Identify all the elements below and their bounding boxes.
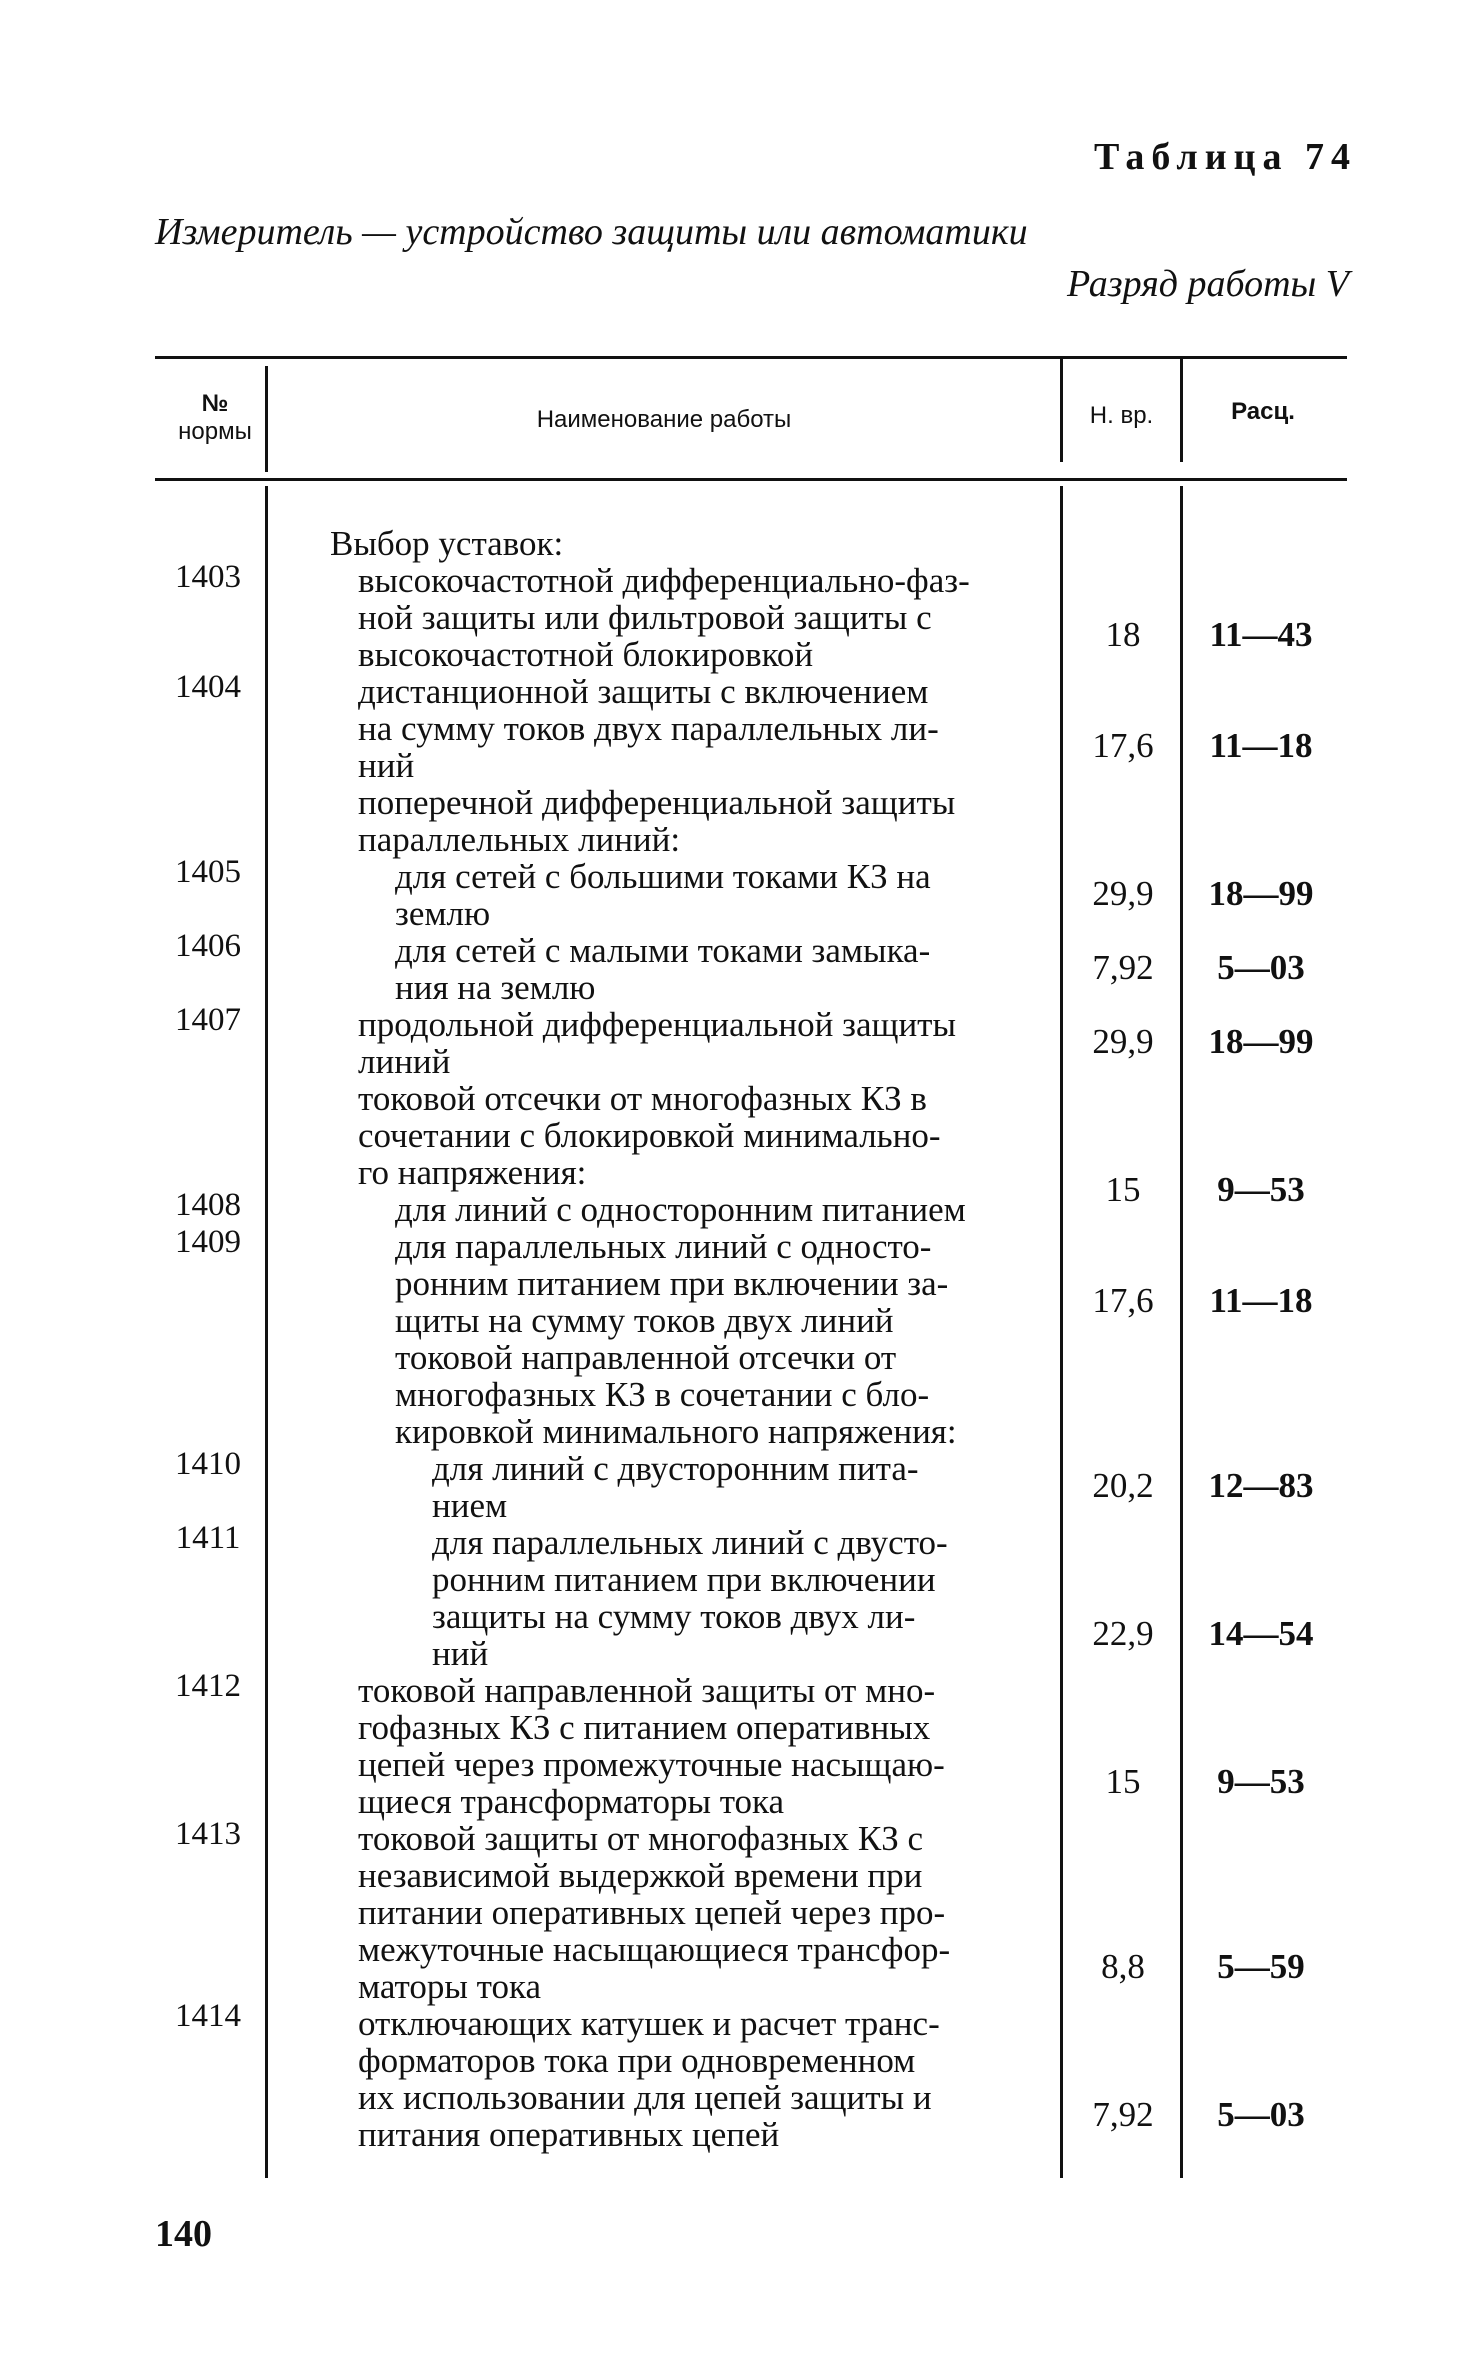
- work-line: для линий с двусторонним пита-: [432, 1449, 919, 1488]
- work-line: токовой защиты от многофазных КЗ с: [358, 1819, 924, 1858]
- norm-time: 17,6: [1092, 726, 1154, 765]
- work-line: ной защиты или фильтровой защиты с: [358, 598, 932, 637]
- norm-rate: 14—54: [1208, 1614, 1314, 1653]
- page-number: 140: [155, 2213, 212, 2255]
- work-line: ронним питанием при включении: [432, 1560, 936, 1599]
- norm-number: 1409: [175, 1224, 241, 1260]
- work-line: ния на землю: [395, 968, 596, 1007]
- norm-rate: 11—18: [1209, 1281, 1313, 1320]
- norm-number: 1406: [175, 928, 241, 964]
- work-line: токовой отсечки от многофазных КЗ в: [358, 1079, 927, 1118]
- norm-rate: 11—43: [1209, 615, 1313, 654]
- work-line: защиты на сумму токов двух ли-: [432, 1597, 916, 1636]
- norm-number: 1410: [175, 1446, 241, 1482]
- norm-time: 29,9: [1092, 874, 1154, 913]
- norm-time: 29,9: [1092, 1022, 1154, 1061]
- work-line: нием: [432, 1486, 508, 1525]
- work-line: форматоров тока при одновременном: [358, 2041, 916, 2080]
- work-line: высокочастотной блокировкой: [358, 635, 814, 674]
- norm-number: 1404: [175, 669, 241, 705]
- work-line: токовой направленной защиты от мно-: [358, 1671, 936, 1710]
- norm-number: 1407: [175, 1002, 241, 1038]
- norm-rate: 5—03: [1217, 948, 1305, 987]
- norm-time: 7,92: [1092, 2095, 1154, 2134]
- work-line: для линий с односторонним питанием: [395, 1190, 966, 1229]
- grade-label: Разряд работы V: [1067, 263, 1349, 305]
- work-line: землю: [395, 894, 491, 933]
- norm-number: 1408: [175, 1187, 241, 1223]
- column-divider: [265, 486, 268, 2178]
- table-top-rule: [155, 356, 1347, 359]
- work-line: поперечной дифференциальной защиты: [358, 783, 956, 822]
- norm-rate: 18—99: [1208, 1022, 1314, 1061]
- header-norm-symbol: №: [201, 390, 229, 417]
- header-bottom-rule: [155, 478, 1347, 481]
- header-norm-label: нормы: [178, 418, 252, 445]
- work-line: ний: [358, 746, 415, 785]
- work-line: их использовании для цепей защиты и: [358, 2078, 932, 2117]
- work-line: многофазных КЗ в сочетании с бло-: [395, 1375, 930, 1414]
- norm-rate: 12—83: [1208, 1466, 1314, 1505]
- header-rate: Расц.: [1231, 398, 1295, 425]
- work-line: цепей через промежуточные насыщаю-: [358, 1745, 945, 1784]
- work-line: межуточные насыщающиеся трансфор-: [358, 1930, 951, 1969]
- work-line: дистанционной защиты с включением: [358, 672, 929, 711]
- norm-rate: 11—18: [1209, 726, 1313, 765]
- norm-time: 18: [1105, 615, 1141, 654]
- work-line: кировкой минимального напряжения:: [395, 1412, 957, 1451]
- work-line: продольной дифференциальной защиты: [358, 1005, 956, 1044]
- work-line: ний: [432, 1634, 489, 1673]
- norm-number: 1414: [175, 1998, 241, 2034]
- norm-number: 1403: [175, 559, 241, 595]
- norm-rate: 5—59: [1217, 1947, 1305, 1986]
- work-line: щиеся трансформаторы тока: [358, 1782, 785, 1821]
- norm-number: 1412: [175, 1668, 241, 1704]
- header-time: Н. вр.: [1089, 402, 1154, 429]
- work-line: токовой направленной отсечки от: [395, 1338, 897, 1377]
- norm-number: 1413: [175, 1816, 241, 1852]
- norm-time: 17,6: [1092, 1281, 1154, 1320]
- header-work-name: Наименование работы: [536, 406, 792, 433]
- norm-rate: 18—99: [1208, 874, 1314, 913]
- work-line: го напряжения:: [358, 1153, 587, 1192]
- work-line: щиты на сумму токов двух линий: [395, 1301, 894, 1340]
- work-line: линий: [358, 1042, 451, 1081]
- work-line: высокочастотной дифференциально-фаз-: [358, 561, 970, 600]
- work-line: гофазных КЗ с питанием оперативных: [358, 1708, 931, 1747]
- table-title: Таблица 74: [1093, 136, 1357, 178]
- work-line: ронним питанием при включении за-: [395, 1264, 949, 1303]
- work-line: питания оперативных цепей: [358, 2115, 780, 2154]
- work-line: на сумму токов двух параллельных ли-: [358, 709, 939, 748]
- norm-time: 20,2: [1092, 1466, 1154, 1505]
- norm-time: 7,92: [1092, 948, 1154, 987]
- work-line: для сетей с малыми токами замыка-: [395, 931, 931, 970]
- norm-number: 1411: [175, 1520, 241, 1556]
- norm-number: 1405: [175, 854, 241, 890]
- work-line: параллельных линий:: [358, 820, 681, 859]
- work-line: для параллельных линий с односто-: [395, 1227, 932, 1266]
- norm-time: 8,8: [1101, 1947, 1145, 1986]
- norm-rate: 9—53: [1217, 1170, 1305, 1209]
- work-line: Выбор уставок:: [330, 524, 564, 563]
- work-line: для параллельных линий с двусто-: [432, 1523, 948, 1562]
- norm-rate: 5—03: [1217, 2095, 1305, 2134]
- work-line: для сетей с большими токами КЗ на: [395, 857, 931, 896]
- work-line: сочетании с блокировкой минимально-: [358, 1116, 941, 1155]
- work-line: питании оперативных цепей через про-: [358, 1893, 946, 1932]
- work-line: маторы тока: [358, 1967, 541, 2006]
- norm-time: 22,9: [1092, 1614, 1154, 1653]
- measure-label: Измеритель — устройство защиты или автоматики: [155, 211, 1028, 253]
- work-line: отключающих катушек и расчет транс-: [358, 2004, 940, 2043]
- norm-time: 15: [1105, 1762, 1141, 1801]
- work-line: независимой выдержкой времени при: [358, 1856, 923, 1895]
- norm-time: 15: [1105, 1170, 1141, 1209]
- norm-rate: 9—53: [1217, 1762, 1305, 1801]
